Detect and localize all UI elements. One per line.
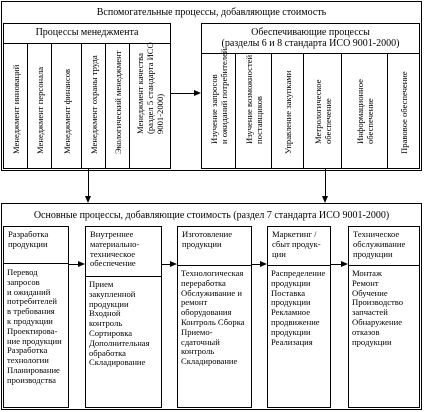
management-to-support-arrowhead bbox=[194, 90, 201, 96]
management-item-innovation bbox=[4, 44, 28, 168]
process-column-body: Прием закупленной продукции Входной контроль Сортировка Дополнительная обработка Складирование bbox=[89, 279, 150, 368]
support-item-label: Управление закупками bbox=[282, 70, 293, 154]
management-item-label: Менеджмент качества (раздел 5 стандарта ИСО 9001-2000) bbox=[135, 42, 165, 134]
process-column-logistics bbox=[85, 226, 162, 408]
process-column-body: Распределение продукции Поставка продукции Рекламное продвижение продукции Реализация bbox=[271, 268, 326, 347]
support-item-customer-requests bbox=[202, 48, 236, 168]
support-to-main-arrow-line bbox=[325, 169, 326, 196]
auxiliary-processes-title: Вспомогательные процессы, добавляющие стоимость bbox=[96, 7, 327, 18]
management-to-support-arrow-line bbox=[171, 93, 195, 94]
support-item-label: Информационное обеспечение bbox=[354, 79, 375, 144]
management-item-label: Экологический менеджмент bbox=[112, 50, 123, 154]
column-divider bbox=[178, 265, 251, 266]
management-items-row bbox=[4, 43, 170, 168]
support-item-label: Изучение запросов и ожиданий потребителей bbox=[208, 48, 229, 144]
support-item-information bbox=[342, 54, 388, 168]
support-item-suppliers bbox=[236, 54, 272, 168]
management-item-label: Менеджмент персонала bbox=[34, 66, 45, 154]
process-column-development bbox=[3, 226, 69, 408]
flow-arrowhead-2 bbox=[170, 261, 177, 267]
support-processes-box bbox=[201, 23, 420, 169]
management-item-safety bbox=[82, 44, 106, 168]
process-column-header: Техническое обслуживание продукции bbox=[353, 229, 406, 259]
flow-arrowhead-1 bbox=[78, 261, 85, 267]
management-item-label: Менеджмент охраны труда bbox=[88, 55, 99, 154]
support-item-metrology bbox=[304, 54, 342, 168]
process-column-body: Перевод запросов и ожиданий потребителей в требования к продукции Проектирова- ние продукции Разработка технологии Планирование производства bbox=[7, 267, 62, 385]
support-item-label: Изучение возможностей поставщиков bbox=[243, 54, 264, 144]
support-item-label: Метрологическое обеспечение bbox=[312, 79, 333, 144]
management-item-label: Менеджмент инноваций bbox=[10, 64, 21, 154]
management-item-label: Менеджмент финансов bbox=[61, 68, 72, 154]
support-processes-title-line1: Обеспечивающие процессы bbox=[251, 27, 370, 38]
support-to-main-arrowhead bbox=[322, 196, 328, 203]
management-item-personnel bbox=[28, 44, 52, 168]
process-column-header: Внутреннее материально- техническое обеспечение bbox=[90, 229, 140, 269]
column-divider bbox=[86, 276, 161, 277]
main-processes-title: Основные процессы, добавляющие стоимость (раздел 7 стандарта ИСО 9001-2000) bbox=[33, 210, 390, 221]
process-column-header: Изготовление продукции bbox=[182, 229, 233, 249]
process-column-manufacturing bbox=[177, 226, 252, 408]
column-divider bbox=[268, 265, 330, 266]
management-item-quality bbox=[130, 44, 170, 168]
management-item-finance bbox=[52, 44, 82, 168]
process-column-header: Разработка продукции bbox=[8, 229, 49, 249]
process-column-body: Монтаж Ремонт Обучение Производство запчастей Обнаружение отказов продукции bbox=[352, 268, 404, 347]
support-processes-title-line2: (разделы 6 и 8 стандарта ИСО 9001-2000) bbox=[221, 38, 400, 49]
support-item-label: Правовое обеспечение bbox=[398, 71, 409, 154]
support-items-row bbox=[202, 48, 419, 168]
process-column-body: Технологическая переработка Обслуживание и ремонт оборудования Контроль Сборка Приемо- сдаточный контроль Складирование bbox=[181, 268, 245, 367]
management-to-main-arrow-line bbox=[88, 169, 89, 196]
management-item-ecology bbox=[106, 44, 130, 168]
column-divider bbox=[349, 265, 419, 266]
support-item-procurement bbox=[272, 54, 304, 168]
flow-arrowhead-4 bbox=[341, 261, 348, 267]
process-column-header: Маркетинг / сбыт продук- ции bbox=[272, 229, 321, 259]
support-item-legal bbox=[388, 54, 419, 168]
column-divider bbox=[4, 263, 68, 264]
management-to-main-arrowhead bbox=[85, 196, 91, 203]
process-column-marketing bbox=[267, 226, 331, 408]
process-column-service bbox=[348, 226, 420, 408]
management-processes-title: Процессы менеджмента bbox=[35, 27, 139, 38]
flow-arrowhead-3 bbox=[260, 261, 267, 267]
management-processes-box bbox=[3, 23, 171, 169]
